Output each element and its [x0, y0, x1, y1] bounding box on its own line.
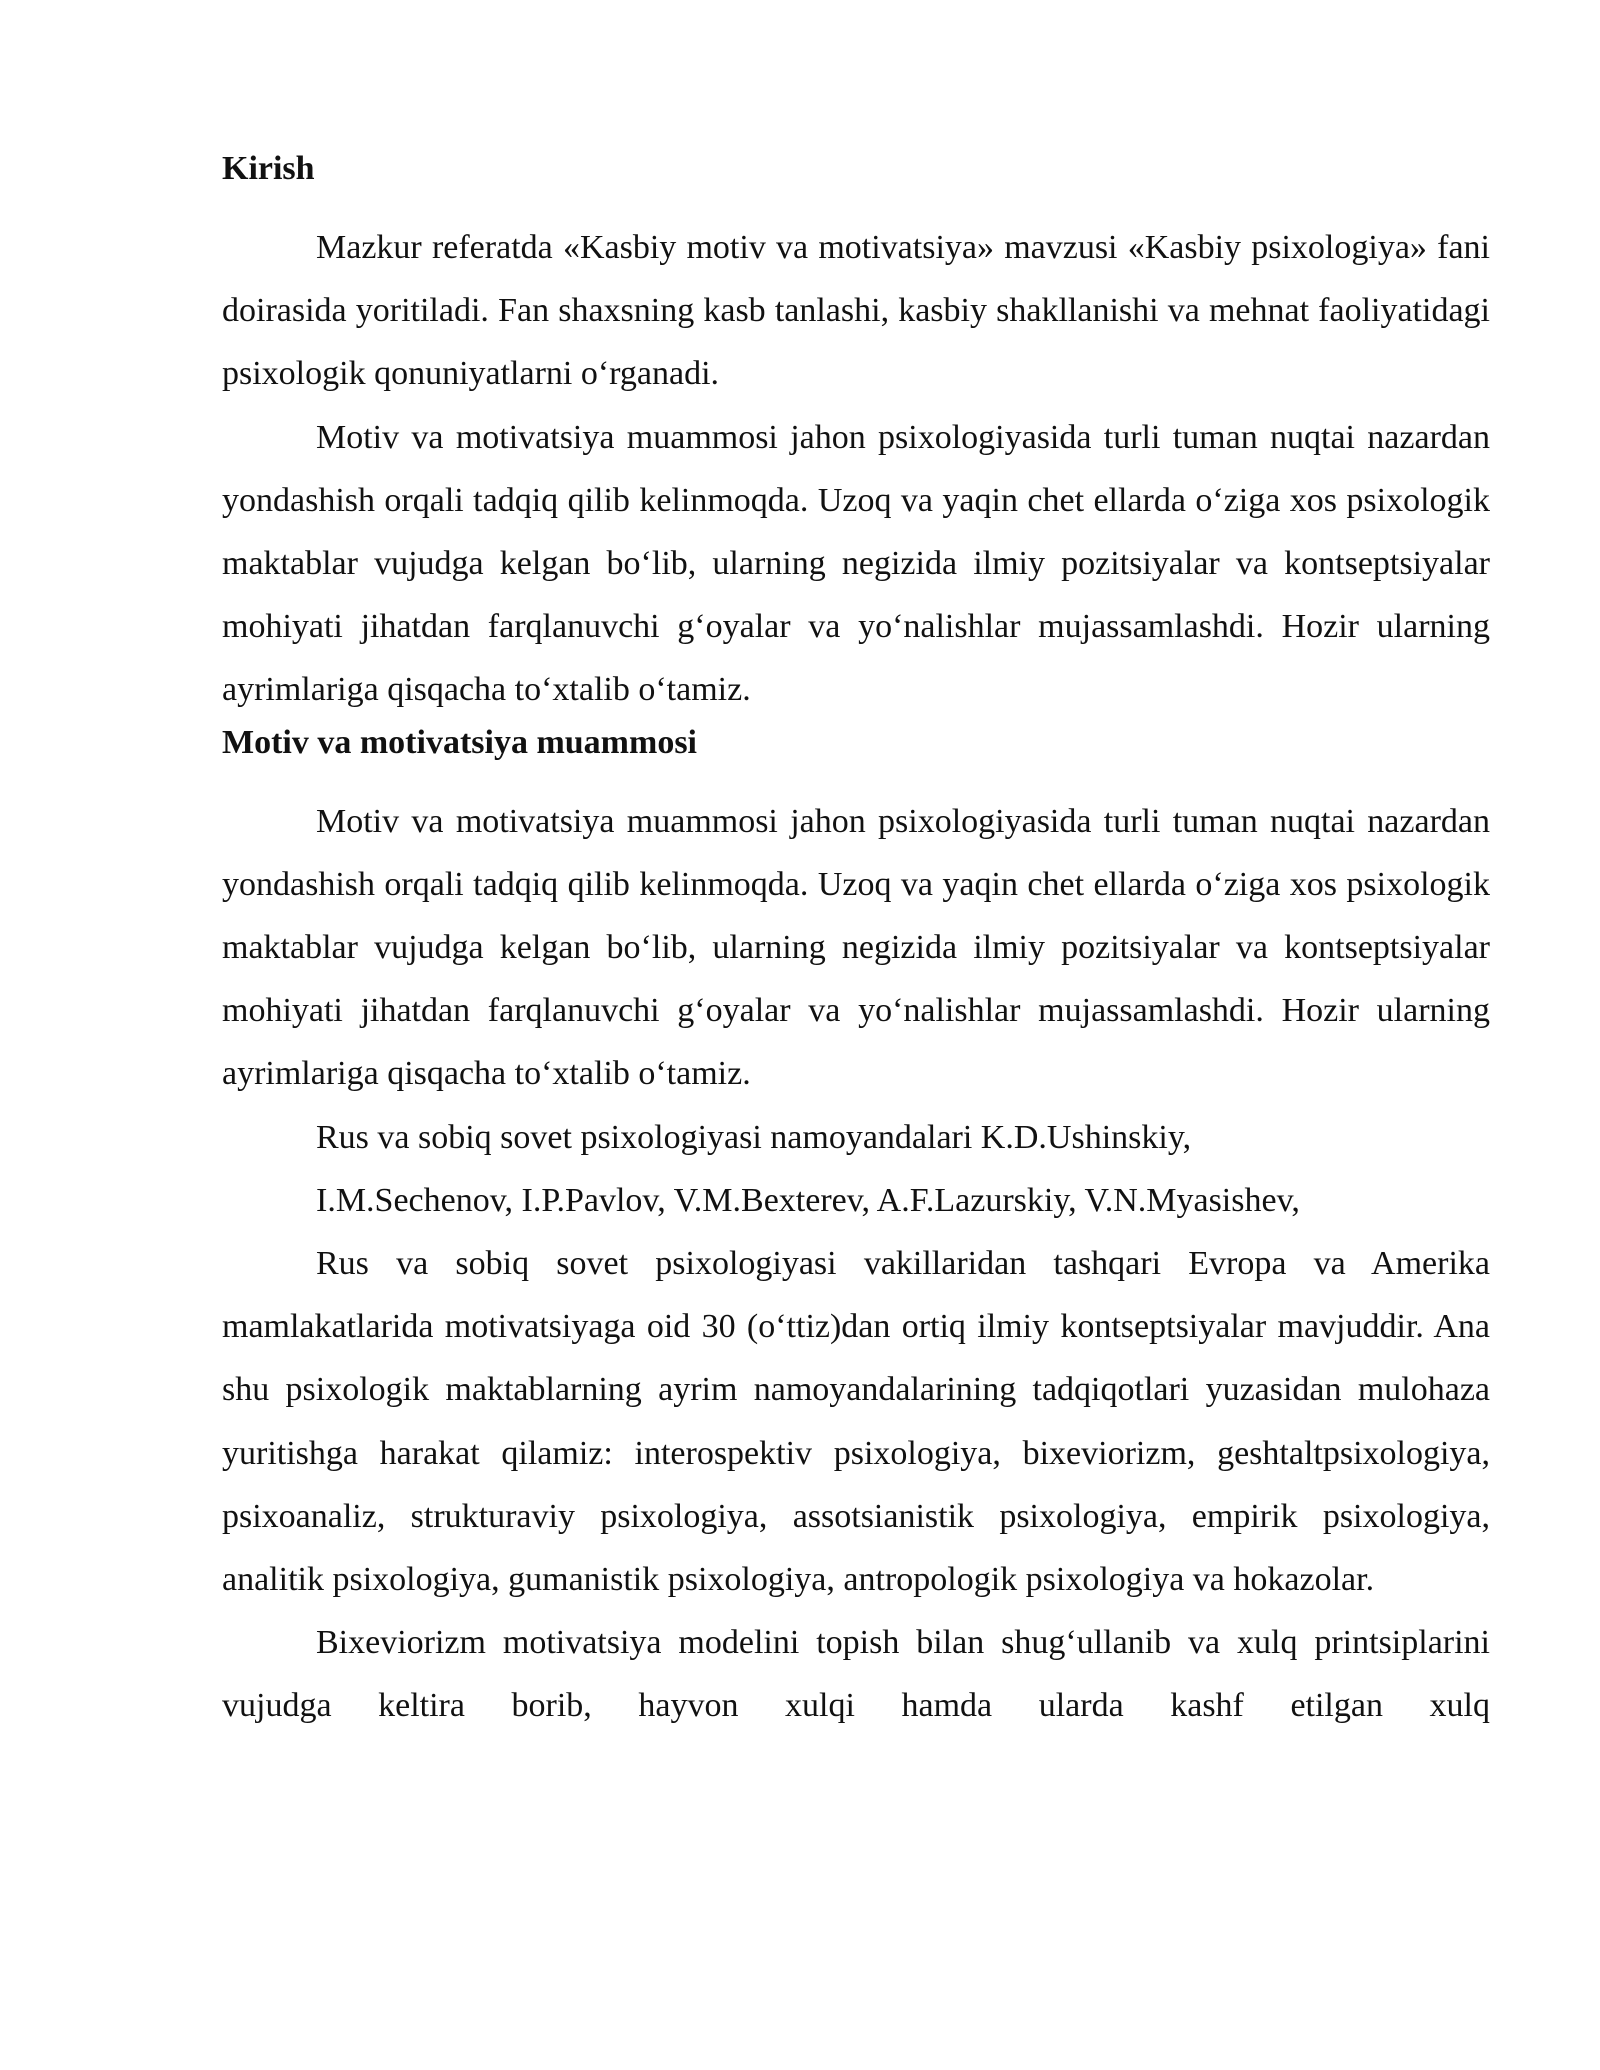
paragraph-intro-2: Motiv va motivatsiya muammosi jahon psixologiyasida turli tuman nuqtai nazardan yondashish orqali tadqiq qilib kelinmoqda. Uzoq va yaqin chet ellarda o‘ziga xos psixologik maktablar vujudga kelgan bo‘lib, ularning negizida ilmiy pozitsiyalar va kontseptsiyalar mohiyati jihatdan farqlanuvchi g‘oyalar va yo‘nalishlar mujassamlashdi. Hozir ularning ayrimlariga qisqacha to‘xtalib o‘tamiz. — [222, 418, 1490, 709]
paragraph-section-1: Motiv va motivatsiya muammosi jahon psixologiyasida turli tuman nuqtai nazardan yondashish orqali tadqiq qilib kelinmoqda. Uzoq va yaqin chet ellarda o‘ziga xos psixologik maktablar vujudga kelgan bo‘lib, ularning negizida ilmiy pozitsiyalar va kontseptsiyalar mohiyati jihatdan farqlanuvchi g‘oyalar va yo‘nalishlar mujassamlashdi. Hozir ularning ayrimlariga qisqacha to‘xtalib o‘tamiz. — [222, 802, 1490, 1093]
paragraph-section-4: Rus va sobiq sovet psixologiyasi vakillaridan tashqari Evropa va Amerika mamlakatlarida motivatsiyaga oid 30 (o‘ttiz)dan ortiq ilmiy kontseptsiyalar mavjuddir. Ana shu psixologik maktablarning ayrim namoyandalarining tadqiqotlari yuzasidan mulohaza yuritishga harakat qilamiz: interospektiv psixologiya, bixeviorizm, geshtaltpsixologiya, psixoanaliz, strukturaviy psixologiya, assotsianistik psixologiya, empirik psixologiya, analitik psixologiya, gumanistik psixologiya, antropologik psixologiya va hokazolar. — [222, 1245, 1490, 1599]
document-page — [222, 148, 1490, 1738]
heading-kirish: Kirish — [222, 150, 315, 187]
paragraph-section-2: Rus va sobiq sovet psixologiyasi namoyandalari K.D.Ushinskiy, — [316, 1118, 1192, 1156]
paragraph-section-5: Bixeviorizm motivatsiya modelini topish bilan shug‘ullanib va xulq printsiplarini vujudga keltira borib, hayvon xulqi hamda ularda kashf etilgan xulq — [222, 1624, 1490, 1725]
paragraph-section-3: I.M.Sechenov, I.P.Pavlov, V.M.Bexterev, A.F.Lazurskiy, V.N.Myasishev, — [316, 1181, 1300, 1219]
paragraph-intro-1: Mazkur referatda «Kasbiy motiv va motivatsiya» mavzusi «Kasbiy psixologiya» fani doirasida yoritiladi. Fan shaxsning kasb tanlashi, kasbiy shakllanishi va mehnat faoliyatidagi psixologik qonuniyatlarni o‘rganadi. — [222, 229, 1490, 393]
heading-motiv-muammosi: Motiv va motivatsiya muammosi — [222, 723, 698, 761]
